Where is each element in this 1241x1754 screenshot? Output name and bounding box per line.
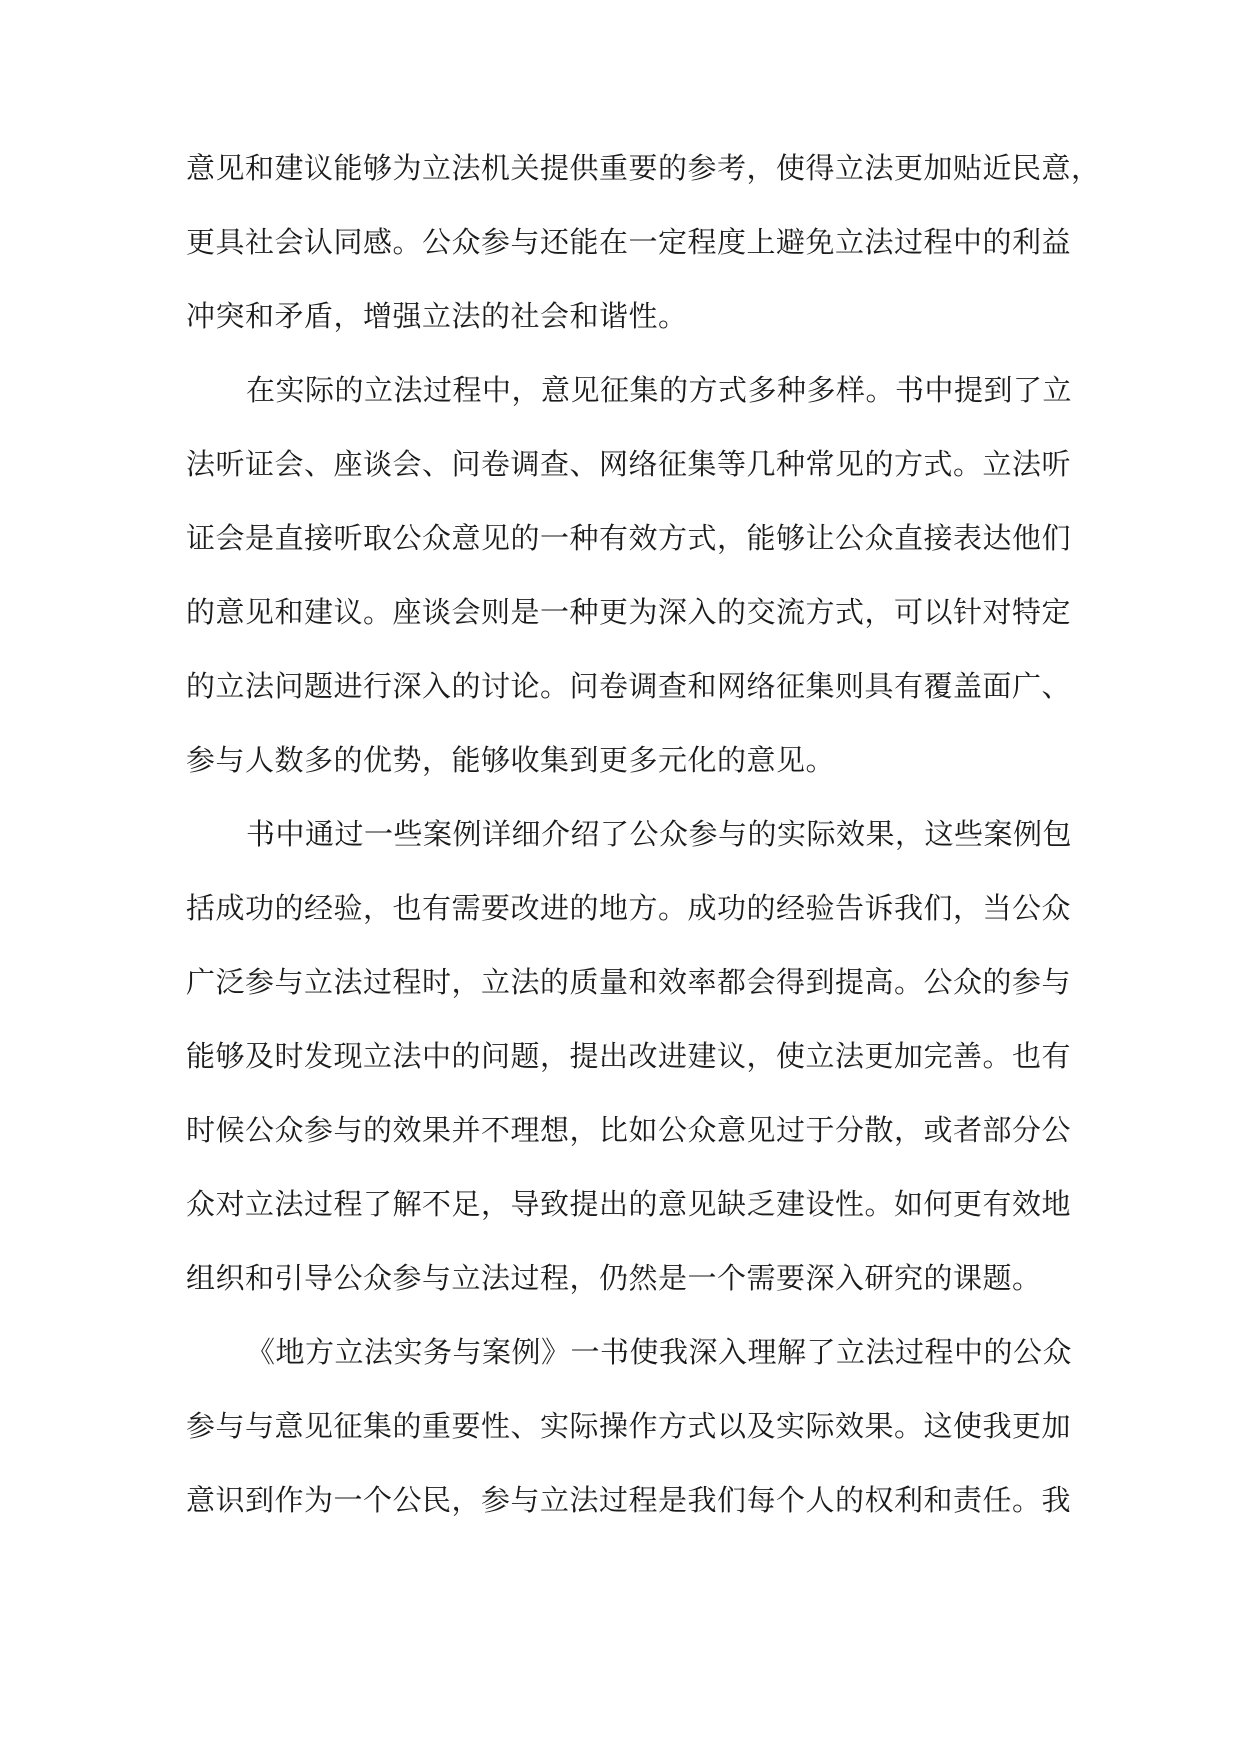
text-line: 法听证会、座谈会、问卷调查、网络征集等几种常见的方式。立法听: [186, 447, 1072, 481]
paragraph-first-line: 《地方立法实务与案例》一书使我深入理解了立法过程中的公众: [246, 1335, 1073, 1369]
text-line: 广泛参与立法过程时，立法的质量和效率都会得到提高。公众的参与: [186, 965, 1072, 999]
text-line: 参与与意见征集的重要性、实际操作方式以及实际效果。这使我更加: [186, 1409, 1072, 1443]
text-line: 众对立法过程了解不足，导致提出的意见缺乏建设性。如何更有效地: [186, 1187, 1072, 1221]
text-line: 证会是直接听取公众意见的一种有效方式，能够让公众直接表达他们: [186, 521, 1072, 555]
text-line: 参与人数多的优势，能够收集到更多元化的意见。: [186, 743, 836, 777]
text-line: 括成功的经验，也有需要改进的地方。成功的经验告诉我们，当公众: [186, 891, 1072, 925]
body-text: [186, 139, 1101, 1545]
text-line: 的意见和建议。座谈会则是一种更为深入的交流方式，可以针对特定: [186, 595, 1072, 629]
paragraph-first-line: 在实际的立法过程中，意见征集的方式多种多样。书中提到了立: [246, 373, 1073, 407]
text-line: 的立法问题进行深入的讨论。问卷调查和网络征集则具有覆盖面广、: [186, 669, 1072, 703]
text-line: 意识到作为一个公民，参与立法过程是我们每个人的权利和责任。我: [186, 1483, 1072, 1517]
text-line: 时候公众参与的效果并不理想，比如公众意见过于分散，或者部分公: [186, 1113, 1072, 1147]
text-line: 组织和引导公众参与立法过程，仍然是一个需要深入研究的课题。: [186, 1261, 1042, 1295]
text-line: 能够及时发现立法中的问题，提出改进建议，使立法更加完善。也有: [186, 1039, 1072, 1073]
text-line: 更具社会认同感。公众参与还能在一定程度上避免立法过程中的利益: [186, 225, 1072, 259]
text-line: 冲突和矛盾，增强立法的社会和谐性。: [186, 299, 688, 333]
paragraph-first-line: 书中通过一些案例详细介绍了公众参与的实际效果，这些案例包: [246, 817, 1073, 851]
text-line: 意见和建议能够为立法机关提供重要的参考，使得立法更加贴近民意，: [186, 151, 1101, 185]
